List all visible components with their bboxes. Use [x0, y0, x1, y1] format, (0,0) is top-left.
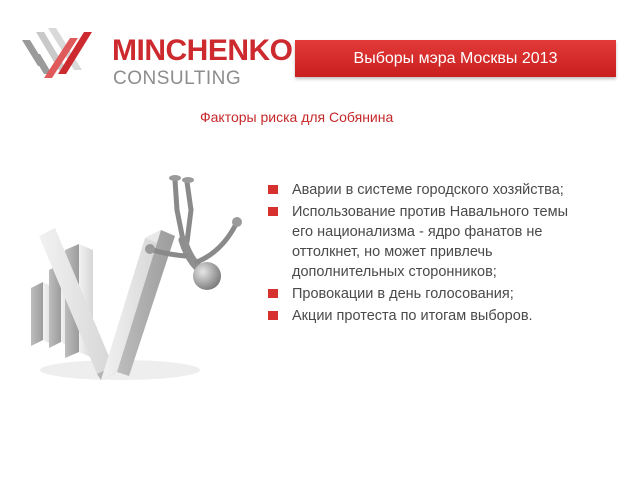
list-item [268, 306, 608, 326]
falling-figure-bar-chart-icon [25, 170, 265, 390]
company-logo [22, 26, 293, 89]
bullet-square-icon [268, 185, 278, 194]
list-item-text: Аварии в системе городского хозяйства; [292, 182, 564, 198]
bullet-square-icon [268, 207, 278, 216]
list-item-text: Акции протеста по итогам выборов. [292, 308, 533, 324]
list-item [268, 284, 608, 304]
logo-tagline: CONSULTING [113, 68, 242, 89]
bullet-square-icon [268, 289, 278, 298]
slide-title: Выборы мэра Москвы 2013 [353, 49, 558, 67]
slide-subtitle: Факторы риска для Собянина [200, 109, 394, 125]
list-item-text: Провокации в день голосования; [292, 286, 514, 302]
logo-stripes-icon [22, 26, 92, 86]
list-item-text: Использование против Навального темы его национализма - ядро фанатов не оттолкнет, но может привлечь дополнительных сторонников; [292, 204, 568, 280]
risk-factors-list [268, 180, 608, 328]
logo-name: MINCHENKO [112, 34, 293, 67]
list-item [268, 202, 608, 282]
list-item [268, 180, 608, 200]
bullet-square-icon [268, 311, 278, 320]
slide-title-banner [295, 40, 616, 77]
